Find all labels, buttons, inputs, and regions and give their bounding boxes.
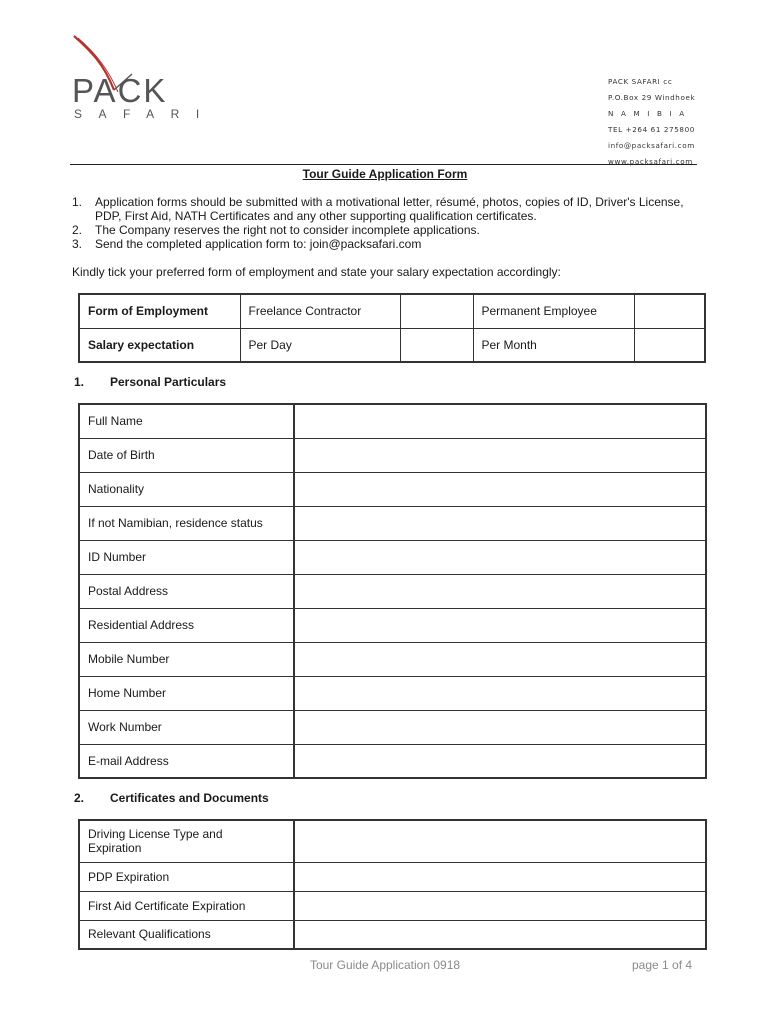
field-label: PDP Expiration xyxy=(79,862,294,891)
instruction-item xyxy=(72,223,692,237)
home-number-input[interactable] xyxy=(294,676,706,710)
permanent-employee-tick-box[interactable] xyxy=(634,294,705,328)
mobile-number-input[interactable] xyxy=(294,642,706,676)
table-row xyxy=(79,642,706,676)
email-address-input[interactable] xyxy=(294,744,706,778)
id-number-input[interactable] xyxy=(294,540,706,574)
pdp-expiration-input[interactable] xyxy=(294,862,706,891)
per-month-field[interactable] xyxy=(634,328,705,362)
company-country: NAMIBIA xyxy=(608,108,692,118)
logo-wordmark: PACK xyxy=(72,72,168,109)
company-po-box: P.O.Box 29 Windhoek xyxy=(608,92,696,102)
table-row xyxy=(79,710,706,744)
footer-page-number: page 1 of 4 xyxy=(632,958,693,972)
table-row xyxy=(79,540,706,574)
freelance-contractor-label: Freelance Contractor xyxy=(240,294,400,328)
company-tel: TEL +264 61 275800 xyxy=(608,124,695,134)
table-row xyxy=(79,472,706,506)
field-label: Postal Address xyxy=(79,574,294,608)
instruction-text: Application forms should be submitted with a motivational letter, résumé, photos, copies of ID, Driver's License, PDP, First Aid, NATH Certificates and any other supporting qualification certificates. xyxy=(95,195,684,223)
employment-table xyxy=(78,293,706,363)
table-row xyxy=(79,438,706,472)
section-number: 1. xyxy=(74,375,85,389)
table-row xyxy=(79,574,706,608)
nationality-input[interactable] xyxy=(294,472,706,506)
field-label: Nationality xyxy=(79,472,294,506)
instruction-item xyxy=(72,195,692,223)
section-number: 2. xyxy=(74,791,85,805)
instruction-text: Send the completed application form to: join@packsafari.com xyxy=(95,237,422,251)
section-heading-personal xyxy=(74,375,226,389)
table-row xyxy=(79,920,706,949)
table-row xyxy=(79,676,706,710)
relevant-qualifications-input[interactable] xyxy=(294,920,706,949)
per-day-label: Per Day xyxy=(240,328,400,362)
company-info xyxy=(608,74,695,169)
date-of-birth-input[interactable] xyxy=(294,438,706,472)
instruction-item xyxy=(72,237,692,251)
table-row xyxy=(79,506,706,540)
table-row xyxy=(79,891,706,920)
field-label: If not Namibian, residence status xyxy=(79,506,294,540)
field-label: Home Number xyxy=(79,676,294,710)
field-label: Mobile Number xyxy=(79,642,294,676)
full-name-input[interactable] xyxy=(294,404,706,438)
freelance-contractor-tick-box[interactable] xyxy=(400,294,473,328)
company-website: www.packsafari.com xyxy=(608,156,693,166)
table-row xyxy=(79,404,706,438)
instruction-number: 2. xyxy=(72,223,83,237)
residence-status-input[interactable] xyxy=(294,506,706,540)
table-row xyxy=(79,328,705,362)
postal-address-input[interactable] xyxy=(294,574,706,608)
driving-license-input[interactable] xyxy=(294,820,706,862)
section-title: Personal Particulars xyxy=(110,375,227,389)
section-heading-certificates xyxy=(74,791,269,805)
instruction-number: 1. xyxy=(72,195,83,209)
form-title: Tour Guide Application Form xyxy=(302,167,468,181)
field-label: Driving License Type and Expiration xyxy=(79,820,294,862)
logo-subtitle: SAFARI xyxy=(74,107,216,121)
form-of-employment-label: Form of Employment xyxy=(79,294,240,328)
personal-particulars-table xyxy=(78,403,707,779)
table-row xyxy=(79,820,706,862)
instruction-number: 3. xyxy=(72,237,83,251)
field-label: Date of Birth xyxy=(79,438,294,472)
employment-intro: Kindly tick your preferred form of employment and state your salary expectation accordingly: xyxy=(72,265,561,279)
certificates-table xyxy=(78,819,707,950)
permanent-employee-label: Permanent Employee xyxy=(473,294,634,328)
footer-document-name: Tour Guide Application 0918 xyxy=(309,958,461,972)
field-label: Relevant Qualifications xyxy=(79,920,294,949)
field-label: ID Number xyxy=(79,540,294,574)
instructions-list xyxy=(72,195,692,251)
company-email: info@packsafari.com xyxy=(608,140,695,150)
table-row xyxy=(79,608,706,642)
first-aid-expiration-input[interactable] xyxy=(294,891,706,920)
per-month-label: Per Month xyxy=(473,328,634,362)
table-row xyxy=(79,862,706,891)
table-row xyxy=(79,294,705,328)
section-title: Certificates and Documents xyxy=(110,791,269,805)
field-label: First Aid Certificate Expiration xyxy=(79,891,294,920)
table-row xyxy=(79,744,706,778)
company-name: PACK SAFARI cc xyxy=(608,77,673,86)
header-divider xyxy=(70,164,697,165)
field-label: Residential Address xyxy=(79,608,294,642)
residential-address-input[interactable] xyxy=(294,608,706,642)
per-day-field[interactable] xyxy=(400,328,473,362)
field-label: Full Name xyxy=(79,404,294,438)
field-label: E-mail Address xyxy=(79,744,294,778)
salary-expectation-label: Salary expectation xyxy=(79,328,240,362)
field-label: Work Number xyxy=(79,710,294,744)
instruction-text: The Company reserves the right not to consider incomplete applications. xyxy=(95,223,480,237)
work-number-input[interactable] xyxy=(294,710,706,744)
